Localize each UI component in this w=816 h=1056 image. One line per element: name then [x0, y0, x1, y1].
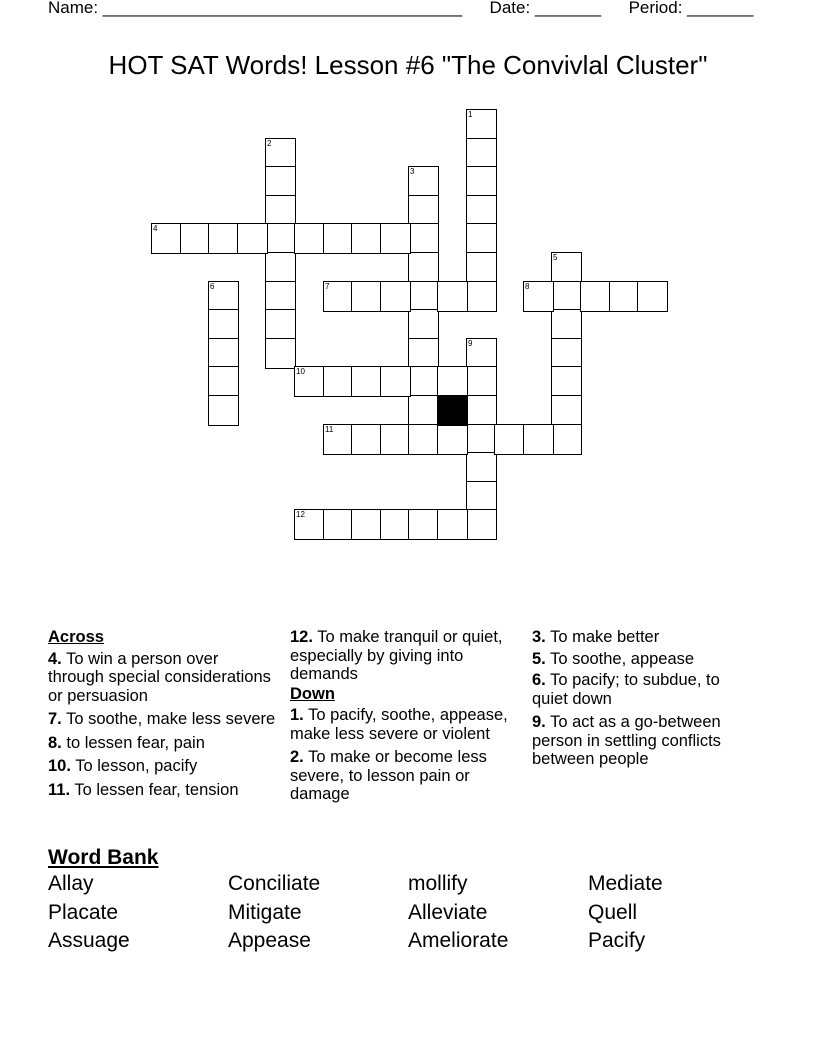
- grid-cell[interactable]: [208, 395, 239, 426]
- word-bank-item: Conciliate: [228, 872, 321, 895]
- word-bank-item: Quell: [588, 901, 638, 924]
- grid-cell[interactable]: [466, 281, 497, 312]
- grid-cell[interactable]: [637, 281, 668, 312]
- grid-cell[interactable]: [294, 223, 325, 254]
- grid-cell[interactable]: [408, 424, 439, 455]
- grid-cell[interactable]: [265, 166, 296, 197]
- grid-cell[interactable]: [466, 395, 497, 426]
- grid-cell[interactable]: [265, 252, 296, 283]
- grid-cell[interactable]: [408, 338, 439, 369]
- puzzle-title: HOT SAT Words! Lesson #6 "The Convivlal Cluster": [108, 50, 708, 80]
- clue-across-8: 8. to lessen fear, pain: [48, 733, 205, 752]
- grid-cell[interactable]: [208, 366, 239, 397]
- clue-down-3: 3. To make better: [532, 628, 660, 646]
- grid-cell[interactable]: [523, 281, 554, 312]
- grid-cell[interactable]: [408, 366, 439, 397]
- grid-cell[interactable]: [408, 509, 439, 540]
- grid-cell[interactable]: [466, 166, 497, 197]
- grid-cell[interactable]: [466, 138, 497, 169]
- grid-cell[interactable]: [265, 138, 296, 169]
- grid-cell[interactable]: [408, 281, 439, 312]
- grid-cell[interactable]: [265, 309, 296, 340]
- grid-cell[interactable]: [380, 424, 411, 455]
- grid-cell[interactable]: [408, 252, 439, 283]
- grid-cell[interactable]: [466, 509, 497, 540]
- grid-cell[interactable]: [351, 223, 382, 254]
- grid-cell[interactable]: [208, 223, 239, 254]
- word-bank-item: Placate: [48, 901, 119, 924]
- grid-cell[interactable]: [551, 338, 582, 369]
- grid-cell[interactable]: [380, 509, 411, 540]
- grid-cell[interactable]: [380, 223, 411, 254]
- grid-cell[interactable]: [466, 481, 497, 512]
- grid-cell[interactable]: [466, 223, 497, 254]
- word-bank-item: Mediate: [588, 872, 663, 895]
- grid-cell[interactable]: [323, 509, 354, 540]
- grid-cell[interactable]: [609, 281, 640, 312]
- clue-down-2: 2. To make or become less severe, to lesson pain or damage: [290, 748, 487, 803]
- grid-cell[interactable]: [466, 109, 497, 140]
- clue-down-5: 5. To soothe, appease: [532, 649, 695, 668]
- grid-cell[interactable]: [323, 424, 354, 455]
- grid-cell[interactable]: [408, 166, 439, 197]
- grid-cell[interactable]: [523, 424, 554, 455]
- clue-number: 12: [296, 510, 305, 519]
- clue-down-6: 6. To pacify; to subdue, to quiet down: [532, 671, 720, 708]
- date-field: Date: _______: [489, 0, 602, 17]
- clue-across-7: 7. To soothe, make less severe: [48, 710, 276, 728]
- clue-number: 4: [153, 224, 158, 233]
- grid-cell[interactable]: [208, 309, 239, 340]
- grid-cell[interactable]: [351, 366, 382, 397]
- grid-cell[interactable]: [323, 281, 354, 312]
- grid-cell[interactable]: [380, 281, 411, 312]
- down-clues-col3: [532, 628, 757, 774]
- grid-cell[interactable]: [180, 223, 211, 254]
- grid-cell[interactable]: [208, 281, 239, 312]
- word-bank-item: Appease: [228, 929, 311, 952]
- word-bank-title: Word Bank: [48, 846, 159, 869]
- clue-number: 9: [468, 339, 473, 348]
- clue-number: 8: [525, 282, 530, 291]
- grid-cell[interactable]: [466, 195, 497, 226]
- word-bank-item: Assuage: [48, 929, 130, 952]
- grid-cell[interactable]: [323, 366, 354, 397]
- clue-number: 11: [325, 425, 334, 434]
- grid-cell[interactable]: [466, 252, 497, 283]
- grid-cell[interactable]: [437, 424, 468, 455]
- grid-cell[interactable]: [351, 281, 382, 312]
- clue-number: 10: [296, 367, 305, 376]
- grid-cell[interactable]: [408, 223, 439, 254]
- grid-cell[interactable]: [323, 223, 354, 254]
- grid-cell[interactable]: [380, 366, 411, 397]
- name-field: Name: ______________________________________: [48, 0, 463, 17]
- grid-cell[interactable]: [408, 195, 439, 226]
- grid-cell[interactable]: [208, 338, 239, 369]
- clue-across-4: 4. To win a person over through special considerations or persuasion: [48, 649, 271, 705]
- clue-across-12: 12. To make tranquil or quiet, especially by giving into demands: [290, 628, 503, 683]
- clue-number: 7: [325, 282, 330, 291]
- clue-number: 2: [267, 139, 272, 148]
- word-bank-item: Alleviate: [408, 901, 488, 924]
- grid-cell[interactable]: [551, 281, 582, 312]
- clue-number: 1: [468, 110, 473, 119]
- word-bank-item: mollify: [408, 872, 468, 895]
- clue-number: 3: [410, 167, 415, 176]
- clue-number: 6: [210, 282, 215, 291]
- grid-cell[interactable]: [265, 338, 296, 369]
- grid-cell[interactable]: [151, 223, 182, 254]
- grid-cell[interactable]: [294, 366, 325, 397]
- clue-across-11: 11. To lessen fear, tension: [48, 780, 239, 799]
- word-bank-item: Ameliorate: [408, 929, 509, 952]
- grid-cell[interactable]: [551, 424, 582, 455]
- clue-number: 5: [553, 253, 558, 262]
- grid-cell[interactable]: [265, 223, 296, 254]
- word-bank-item: Pacify: [588, 929, 646, 952]
- grid-cell[interactable]: [265, 281, 296, 312]
- grid-cell[interactable]: [351, 509, 382, 540]
- across-clues-col1: [48, 628, 278, 804]
- grid-cell[interactable]: [551, 309, 582, 340]
- clue-down-1: 1. To pacify, soothe, appease, make less severe or violent: [290, 706, 508, 743]
- grid-cell[interactable]: [408, 309, 439, 340]
- grid-cell[interactable]: [580, 281, 611, 312]
- word-bank-item: Allay: [48, 872, 94, 895]
- grid-cell[interactable]: [466, 366, 497, 397]
- clue-down-9: 9. To act as a go-between person in settling conflicts between people: [532, 713, 721, 768]
- grid-cell[interactable]: [551, 395, 582, 426]
- grid-cell[interactable]: [437, 366, 468, 397]
- blocked-cell: [437, 395, 468, 426]
- grid-cell[interactable]: [466, 424, 497, 455]
- grid-cell[interactable]: [437, 509, 468, 540]
- grid-cell[interactable]: [466, 338, 497, 369]
- period-field: Period: _______: [628, 0, 754, 17]
- grid-cell[interactable]: [494, 424, 525, 455]
- grid-cell[interactable]: [466, 452, 497, 483]
- clue-across-10: 10. To lesson, pacify: [48, 757, 198, 775]
- clues-col2: [290, 628, 522, 809]
- grid-cell[interactable]: [237, 223, 268, 254]
- word-bank-item: Mitigate: [228, 901, 302, 924]
- grid-cell[interactable]: [265, 195, 296, 226]
- grid-cell[interactable]: [294, 509, 325, 540]
- grid-cell[interactable]: [551, 366, 582, 397]
- grid-cell[interactable]: [437, 281, 468, 312]
- down-heading: Down: [290, 684, 335, 703]
- grid-cell[interactable]: [551, 252, 582, 283]
- grid-cell[interactable]: [351, 424, 382, 455]
- across-heading: Across: [48, 628, 104, 646]
- grid-cell[interactable]: [408, 395, 439, 426]
